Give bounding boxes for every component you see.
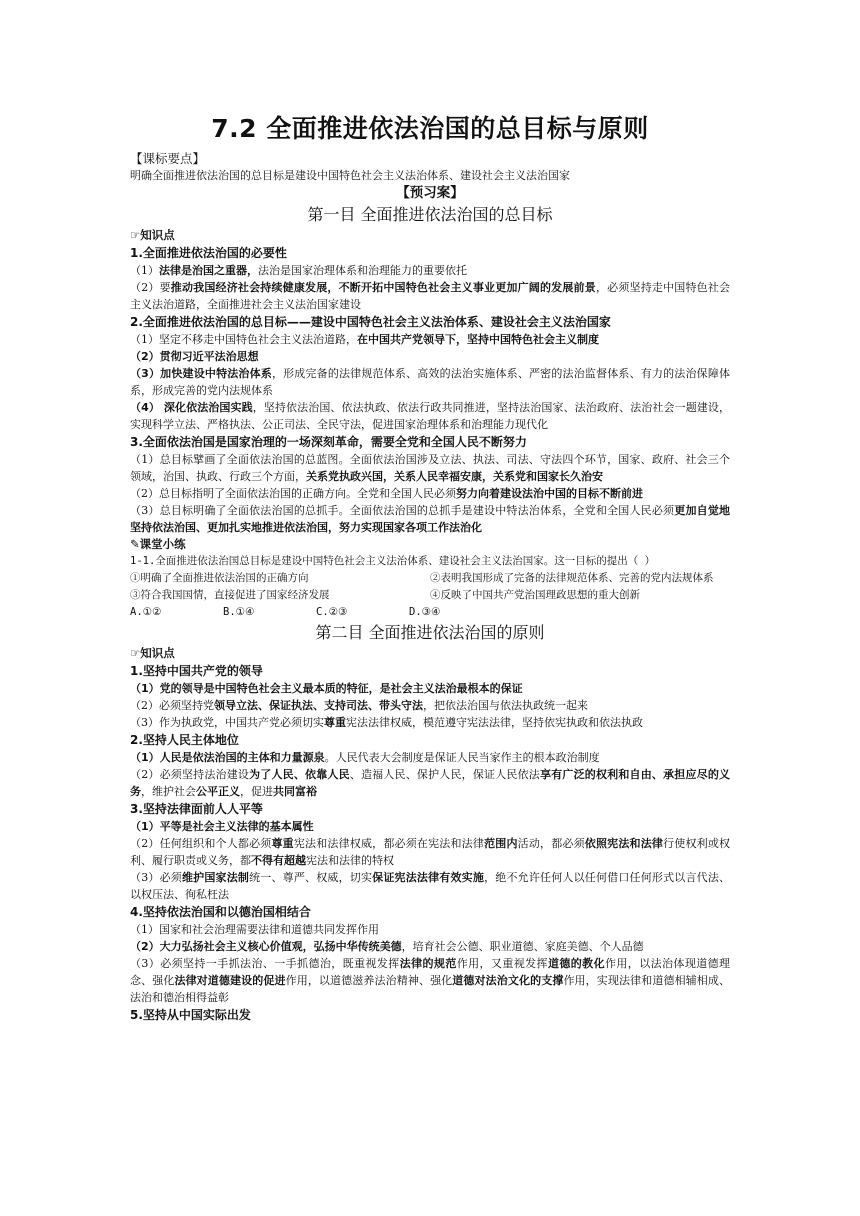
page-title: 7.2 全面推进依法治国的总目标与原则	[211, 114, 649, 143]
s2-h4-para-3: （3）必须坚持一手抓法治、一手抓德治，既重视发挥法律的规范作用，又重视发挥道德的教化作用，以法治体现道德理念、强化法律对道德建设的促进作用，以道德滋养法治精神、强化道德对法治文化的支撑作用，实现法律和道德相辅相成、法治和德治相得益彰	[130, 957, 731, 1004]
practice-options-row-2	[130, 587, 730, 604]
knowledge-point-label-2: ☞知识点	[130, 646, 175, 660]
s1-h3-para-3: （3）总目标明确了全面依法治国的总抓手。全面依法治国的总抓手是建设中特法治体系，全党和全国人民必须更加自觉地坚持依法治国、更加扎实地推进依法治国，努力实现国家各项工作法治化	[130, 504, 731, 534]
s2-heading-1: 1.坚持中国共产党的领导	[130, 664, 263, 678]
s2-h2-para-1: （1）人民是依法治国的主体和力量源泉。人民代表大会制度是保证人民当家作主的根本政治制度	[130, 751, 600, 764]
answer-choices	[130, 604, 730, 621]
s2-h1-para-2: （2）必须坚持党领导立法、保证执法、支持司法、带头守法，把依法治国与依法执政统一起来	[130, 699, 588, 712]
choice-c: C.②③	[316, 606, 348, 618]
s1-heading-3: 3.全面依法治国是国家治理的一场深刻革命，需要全党和全国人民不断努力	[130, 435, 527, 449]
s2-h1-para-1: （1）党的领导是中国特色社会主义最本质的特征，是社会主义法治最根本的保证	[130, 682, 523, 695]
s2-h3-para-1: （1）平等是社会主义法律的基本属性	[130, 820, 314, 833]
s2-h3-para-2: （2）任何组织和个人都必须尊重宪法和法律权威，都必须在宪法和法律范围内活动，都必须依照宪法和法律行使权利或权利、履行职责或义务，都不得有超越宪法和法律的特权	[130, 837, 731, 867]
option-2: ②表明我国形成了完备的法律规范体系、完善的党内法规体系	[430, 572, 714, 584]
s2-h3-para-3: （3）必须维护国家法制统一、尊严、权威，切实保证宪法法律有效实施，绝不允许任何人以任何借口任何形式以言代法、以权压法、徇私枉法	[130, 871, 731, 901]
s1-h3-para-2: （2）总目标指明了全面依法治国的正确方向。全党和全国人民必须努力向着建设法治中国的目标不断前进	[130, 487, 643, 500]
s2-h4-para-2: （2）大力弘扬社会主义核心价值观，弘扬中华传统美德，培育社会公德、职业道德、家庭美德、个人品德	[130, 940, 644, 953]
option-4: ④反映了中国共产党治国理政思想的重大创新	[430, 589, 640, 601]
s2-h4-para-1: （1）国家和社会治理需要法律和道德共同发挥作用	[130, 923, 379, 936]
s2-heading-5: 5.坚持从中国实际出发	[130, 1008, 251, 1022]
s1-h2-para-3: （3）加快建设中特法治体系，形成完备的法律规范体系、高效的法治实施体系、严密的法治监督体系、有力的法治保障体系，形成完善的党内法规体系	[130, 367, 731, 397]
s1-h2-para-2: （2）贯彻习近平法治思想	[130, 350, 259, 363]
standard-heading: 【课标要点】	[130, 151, 206, 166]
choice-a: A.①②	[130, 606, 162, 618]
choice-b: B.①④	[223, 606, 255, 618]
s1-heading-2: 2.全面推进依法治国的总目标——建设中国特色社会主义法治体系、建设社会主义法治国家	[130, 315, 611, 329]
section-2-title: 第二目 全面推进依法治国的原则	[315, 623, 545, 642]
s2-heading-4: 4.坚持依法治国和以德治国相结合	[130, 905, 311, 919]
s2-heading-3: 3.坚持法律面前人人平等	[130, 802, 263, 816]
option-3: ③符合我国国情，直接促进了国家经济发展	[130, 589, 330, 601]
practice-options-row-1	[130, 570, 730, 587]
s1-h1-para-1: （1）法律是治国之重器，法治是国家治理体系和治理能力的重要依托	[130, 264, 467, 277]
knowledge-point-label: ☞知识点	[130, 228, 175, 242]
practice-label: ✎课堂小练	[130, 537, 186, 551]
standard-text: 明确全面推进依法治国的总目标是建设中国特色社会主义法治体系、建设社会主义法治国家	[130, 169, 570, 182]
option-1: ①明确了全面推进依法治国的正确方向	[130, 572, 309, 584]
s1-h2-para-1: （1）坚定不移走中国特色社会主义法治道路，在中国共产党领导下，坚持中国特色社会主义制度	[130, 333, 599, 346]
section-1-title: 第一目 全面推进依法治国的总目标	[307, 205, 553, 224]
s1-h3-para-1: （1）总目标擘画了全面依法治国的总蓝图。全面依法治国涉及立法、执法、司法、守法四个环节，国家、政府、社会三个领域，治国、执政、行政三个方面，关系党执政兴国，关系人民幸福安康，关系党和国家长久治安	[130, 453, 730, 483]
s2-heading-2: 2.坚持人民主体地位	[130, 733, 239, 747]
s1-heading-1: 1.全面推进依法治国的必要性	[130, 246, 287, 260]
s2-h1-para-3: （3）作为执政党，中国共产党必须切实尊重宪法法律权威，模范遵守宪法法律，坚持依宪执政和依法执政	[130, 716, 643, 729]
s2-h2-para-2: （2）必须坚持法治建设为了人民、依靠人民、造福人民、保护人民，保证人民依法享有广泛的权利和自由、承担应尽的义务，维护社会公平正义，促进共同富裕	[130, 768, 731, 798]
s1-h1-para-2: （2）要推动我国经济社会持续健康发展，不断开拓中国特色社会主义事业更加广阔的发展前景，必须坚持走中国特色社会主义法治道路，全面推进社会主义法治国家建设	[130, 281, 731, 311]
practice-question: 1-1.全面推进依法治国总目标是建设中国特色社会主义法治体系、建设社会主义法治国家。这一目标的提出（ ）	[130, 555, 656, 567]
preview-heading: 【预习案】	[396, 185, 464, 201]
document-page	[130, 112, 730, 1024]
choice-d: D.③④	[409, 606, 441, 618]
s1-h2-para-4: （4） 深化依法治国实践，坚持依法治国、依法执政、依法行政共同推进，坚持法治国家、法治政府、法治社会一题建设，实现科学立法、严格执法、公正司法、全民守法，促进国家治理体系和治理能力现代化	[130, 401, 731, 431]
